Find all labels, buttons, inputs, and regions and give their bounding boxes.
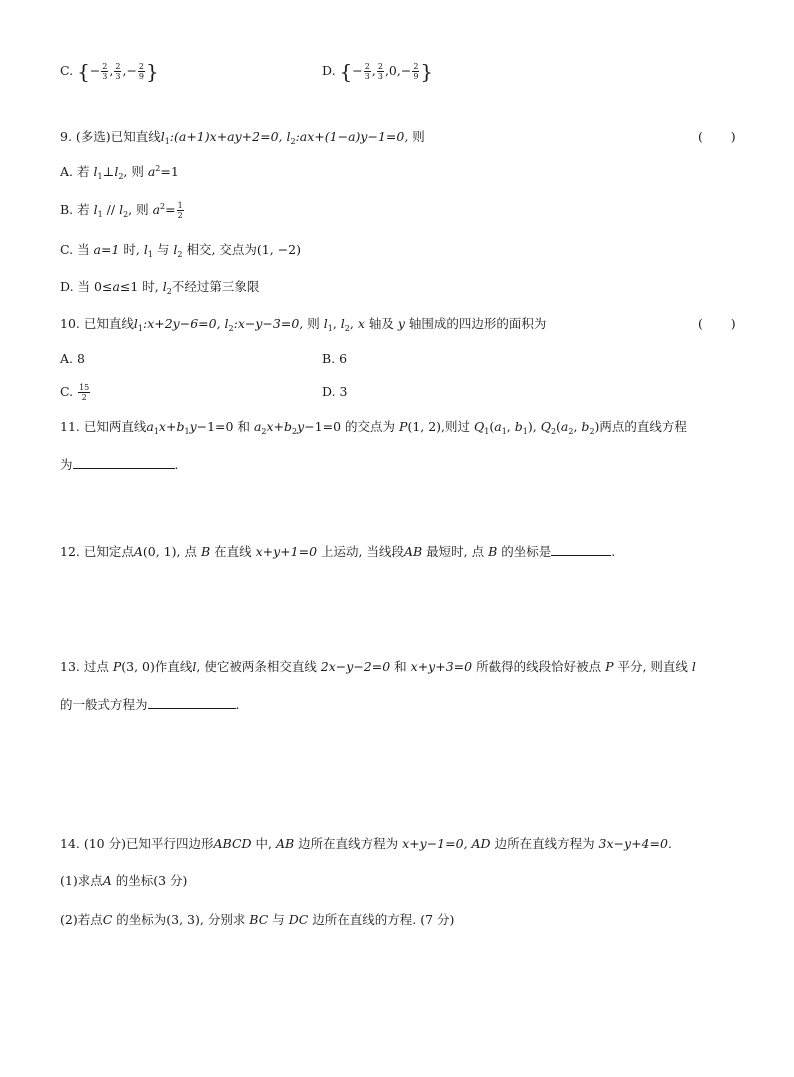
q8-option-c: C. {− $\frac{2}{3}$ , $\frac{2}{3}$ ,− $\frac{2}{9}$ } — [60, 59, 159, 84]
q9-option-b: B. 若 $l_1 // l_2$, 则 $a^2=$ $\frac{1}{2}$ — [60, 201, 183, 220]
q9-answer-bracket: ( ) — [698, 129, 736, 144]
q11-answer-line: 为 . — [60, 457, 179, 472]
q10-stem: 10. 已知直线$l_1:x+2y-6=0$, $l_2:x-y-3=0$, 则 $l_1$, $l_2$, x 轴及 y 轴围成的四边形的面积为 — [60, 316, 547, 333]
q11-stem: 11. 已知两直线$a_1x+b_1y-1=0$ 和 $a_2x+b_2y-1=0$ 的交点为 P(1, 2),则过 $Q_1(a_1$, $b_1$), $Q_2(a_2$, $b_2$)两点的直线方程 — [60, 419, 687, 436]
fraction: $\frac{2}{3}$ — [115, 62, 121, 81]
left-brace: { — [77, 59, 90, 84]
fraction: $\frac{2}{9}$ — [413, 62, 419, 81]
q14-part-1: (1)求点A 的坐标(3 分) — [60, 873, 188, 888]
q9-option-a: A. 若 $l_1\perp l_2$, 则 $a^2=1$ — [60, 164, 179, 181]
q10-option-a: A. 8 — [60, 351, 85, 366]
fraction: $\frac{2}{3}$ — [364, 62, 370, 81]
fraction: $\frac{2}{3}$ — [377, 62, 383, 81]
fraction: $\frac{15}{2}$ — [79, 383, 90, 402]
left-brace: { — [339, 59, 353, 84]
q8-option-d: D. {− $\frac{2}{3}$ , $\frac{2}{3}$ ,0,− $\frac{2}{9}$ } — [322, 59, 434, 84]
q9-option-d: D. 当 0≤a≤1 时, $l_2$不经过第三象限 — [60, 279, 260, 296]
answer-blank[interactable] — [551, 543, 611, 556]
right-brace: } — [146, 59, 159, 84]
q10-option-c: C. $\frac{15}{2}$ — [60, 383, 90, 402]
q14-part-2: (2)若点C 的坐标为(3, 3), 分别求 BC 与 DC 边所在直线的方程. (7 分) — [60, 912, 455, 927]
right-brace: } — [420, 59, 434, 84]
fraction: $\frac{2}{9}$ — [138, 62, 145, 81]
q9-stem: 9. (多选)已知直线$l_1:(a+1)x+ay+2=0$, $l_2:ax+(1-a)y-1=0$, 则 — [60, 129, 425, 146]
answer-blank[interactable] — [148, 696, 236, 709]
q12-stem: 12. 已知定点A(0, 1), 点 B 在直线 x+y+1=0 上运动, 当线段AB 最短时, 点 B 的坐标是 . — [60, 544, 616, 559]
q13-stem: 13. 过点 P(3, 0)作直线l, 使它被两条相交直线 2x−y−2=0 和 x+y+3=0 所截得的线段恰好被点 P 平分, 则直线 l — [60, 659, 696, 674]
q9-option-c: C. 当 a=1 时, $l_1$ 与 $l_2$ 相交, 交点为(1, −2) — [60, 242, 301, 259]
answer-blank[interactable] — [73, 456, 175, 469]
q10-option-b: B. 6 — [322, 351, 348, 366]
q13-answer-line: 的一般式方程为 . — [60, 697, 240, 712]
q10-answer-bracket: ( ) — [698, 316, 736, 331]
fraction: $\frac{2}{3}$ — [102, 62, 108, 81]
q14-stem: 14. (10 分)已知平行四边形ABCD 中, AB 边所在直线方程为 x+y−1=0, AD 边所在直线方程为 3x−y+4=0. — [60, 836, 672, 851]
q10-option-d: D. 3 — [322, 384, 348, 399]
fraction: $\frac{1}{2}$ — [177, 201, 183, 220]
